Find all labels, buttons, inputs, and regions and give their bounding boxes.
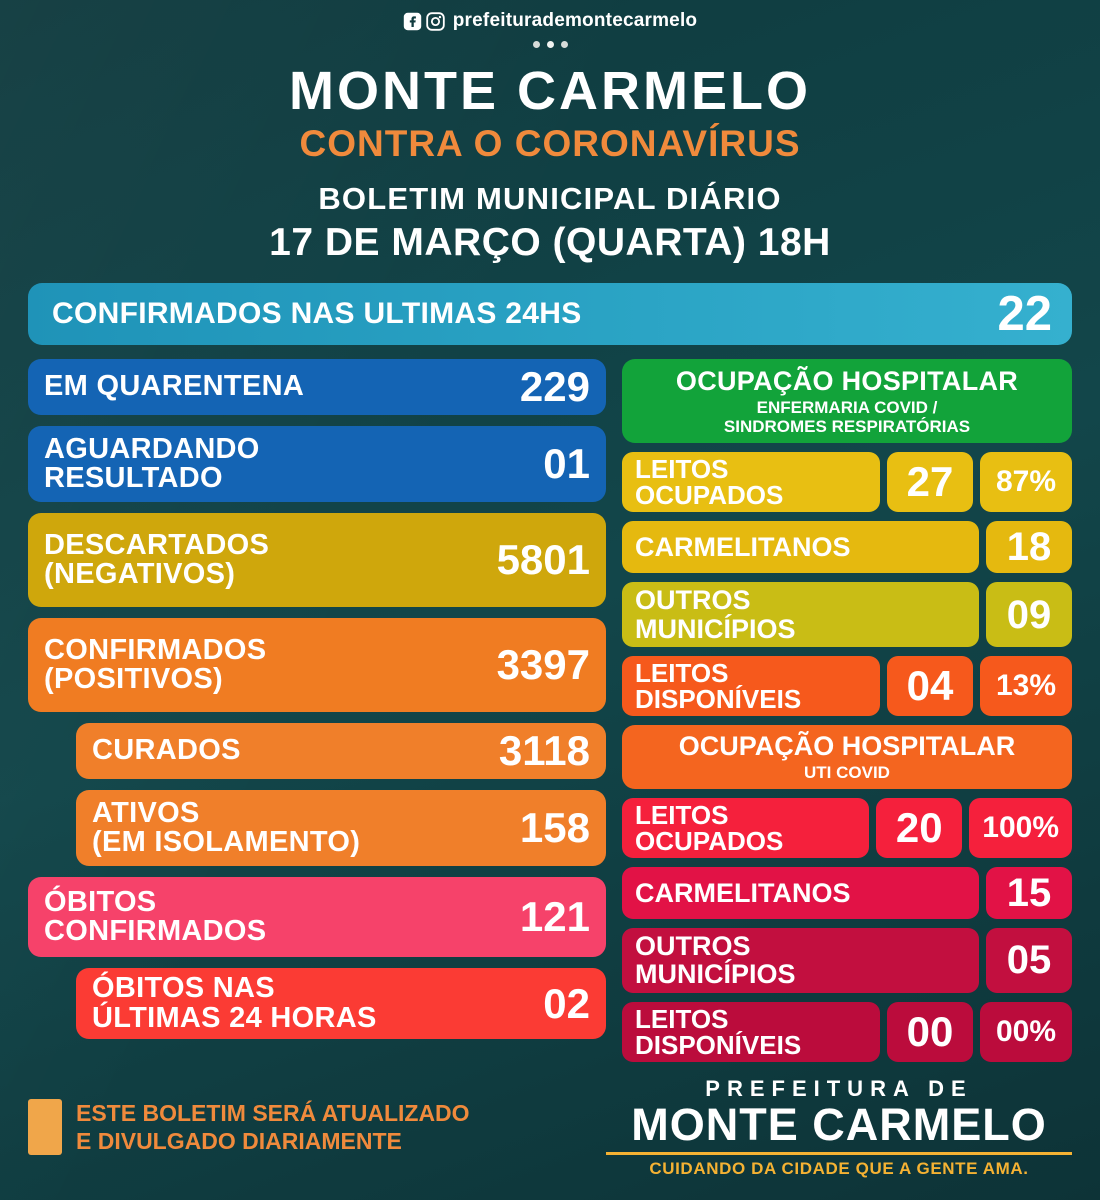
stat-label: CURADOS [92,734,241,767]
uti-carmelitanos [622,867,1072,919]
row-value: 00 [906,1007,954,1055]
stat-value: 02 [543,979,590,1027]
row-value: 04 [906,662,954,710]
row-label-box [622,798,869,858]
row-value-box [887,656,973,716]
stat-label: CONFIRMADOS NAS ULTIMAS 24HS [52,296,582,330]
stat-obitos-24h [76,968,606,1039]
stat-confirmados-24h [28,283,1072,345]
row-label: LEITOS DISPONÍVEIS [635,1003,802,1060]
stat-curados [76,723,606,779]
row-label: LEITOS OCUPADOS [635,800,784,857]
social-icons [403,12,445,31]
row-pct: 100% [982,811,1059,845]
row-label-box [622,867,979,919]
row-pct: 87% [995,465,1057,499]
row-value-box [986,582,1072,647]
stat-label: ATIVOS (EM ISOLAMENTO) [92,796,361,859]
dot-2 [547,41,554,48]
stat-obitos-confirmados [28,877,606,957]
row-label-box [622,582,979,647]
row-value-box [986,928,1072,993]
facebook-icon [403,12,422,31]
enfermaria-outros-municipios [622,582,1072,647]
stat-ativos [76,790,606,866]
enfermaria-header-sub: ENFERMARIA COVID / SINDROMES RESPIRATÓRIAS [723,398,971,436]
row-value-box [887,1002,973,1062]
stat-value: 22 [997,286,1052,341]
row-label: CARMELITANOS [635,532,851,563]
city-logo [606,1076,1072,1179]
enfermaria-carmelitanos [622,521,1072,573]
uti-header [622,725,1072,789]
row-pct: 13% [995,669,1057,703]
enfermaria-header [622,359,1072,443]
row-value: 20 [895,804,943,852]
dot-3 [561,41,568,48]
logo-monte-carmelo: MONTE CARMELO [631,1098,1047,1150]
stat-descartados [28,513,606,607]
row-value: 05 [1006,938,1052,983]
logo-divider [606,1152,1072,1155]
stat-label: ÓBITOS CONFIRMADOS [44,885,267,948]
footer [28,1076,1072,1179]
stat-value: 121 [519,893,590,941]
row-label: OUTROS MUNICÍPIOS [635,585,796,644]
bulletin-date: 17 DE MARÇO (QUARTA) 18H [269,221,831,265]
stat-value: 229 [519,363,590,411]
row-label-box [622,1002,880,1062]
stat-value: 3397 [496,641,590,689]
uti-outros-municipios [622,928,1072,993]
dot-1 [533,41,540,48]
row-label: LEITOS OCUPADOS [635,454,784,511]
enfermaria-leitos-disponiveis [622,656,1072,716]
row-value-box [887,452,973,512]
stat-confirmados [28,618,606,712]
row-label-box [622,521,979,573]
stat-label: AGUARDANDO RESULTADO [44,432,260,495]
left-stats-column [28,359,606,1062]
row-pct: 00% [995,1014,1057,1048]
footer-note-line2: E DIVULGADO DIARIAMENTE [76,1128,402,1155]
row-value: 09 [1006,592,1052,637]
uti-header-sub: UTI COVID [804,763,890,783]
logo-tagline: CUIDANDO DA CIDADE QUE A GENTE AMA. [649,1158,1029,1178]
page-subtitle: CONTRA O CORONAVÍRUS [299,123,801,165]
row-value-box [986,521,1072,573]
social-handle-text: prefeiturademontecarmelo [452,10,698,31]
uti-leitos-disponiveis [622,1002,1072,1062]
row-label: LEITOS DISPONÍVEIS [635,658,802,715]
footer-accent-block [28,1099,62,1155]
row-label-box [622,928,979,993]
row-pct-box [969,798,1072,858]
enfermaria-header-title: OCUPAÇÃO HOSPITALAR [675,366,1019,397]
row-value: 15 [1006,871,1052,916]
stats-columns [28,359,1072,1062]
uti-header-title: OCUPAÇÃO HOSPITALAR [678,731,1016,762]
row-pct-box [980,452,1072,512]
stat-value: 5801 [496,536,590,584]
row-pct-box [980,1002,1072,1062]
decorative-dots [28,41,1072,48]
stat-value: 01 [543,440,590,488]
uti-leitos-ocupados [622,798,1072,858]
stat-label: DESCARTADOS (NEGATIVOS) [44,528,270,591]
logo-prefeitura-de: PREFEITURA DE [705,1075,973,1101]
row-label-box [622,452,880,512]
footer-note [28,1099,606,1157]
enfermaria-leitos-ocupados [622,452,1072,512]
stat-label: ÓBITOS NAS ÚLTIMAS 24 HORAS [92,972,377,1034]
stat-value: 158 [519,804,590,852]
footer-note-text [76,1099,470,1157]
social-handle-row [28,0,1072,32]
stat-aguardando-resultado [28,426,606,502]
stat-value: 3118 [498,727,590,775]
row-label: CARMELITANOS [635,877,851,908]
bulletin-label: BOLETIM MUNICIPAL DIÁRIO [318,181,782,217]
stat-em-quarentena [28,359,606,415]
row-value-box [876,798,962,858]
stat-label: CONFIRMADOS (POSITIVOS) [44,633,267,696]
stat-label: EM QUARENTENA [44,370,305,403]
row-pct-box [980,656,1072,716]
row-value: 27 [906,458,954,506]
page-title: MONTE CARMELO [289,61,811,121]
right-stats-column [622,359,1072,1062]
instagram-icon [426,12,445,31]
row-label: OUTROS MUNICÍPIOS [635,931,796,990]
footer-note-line1: ESTE BOLETIM SERÁ ATUALIZADO [76,1099,470,1126]
row-value-box [986,867,1072,919]
row-label-box [622,656,880,716]
row-value: 18 [1006,525,1052,570]
